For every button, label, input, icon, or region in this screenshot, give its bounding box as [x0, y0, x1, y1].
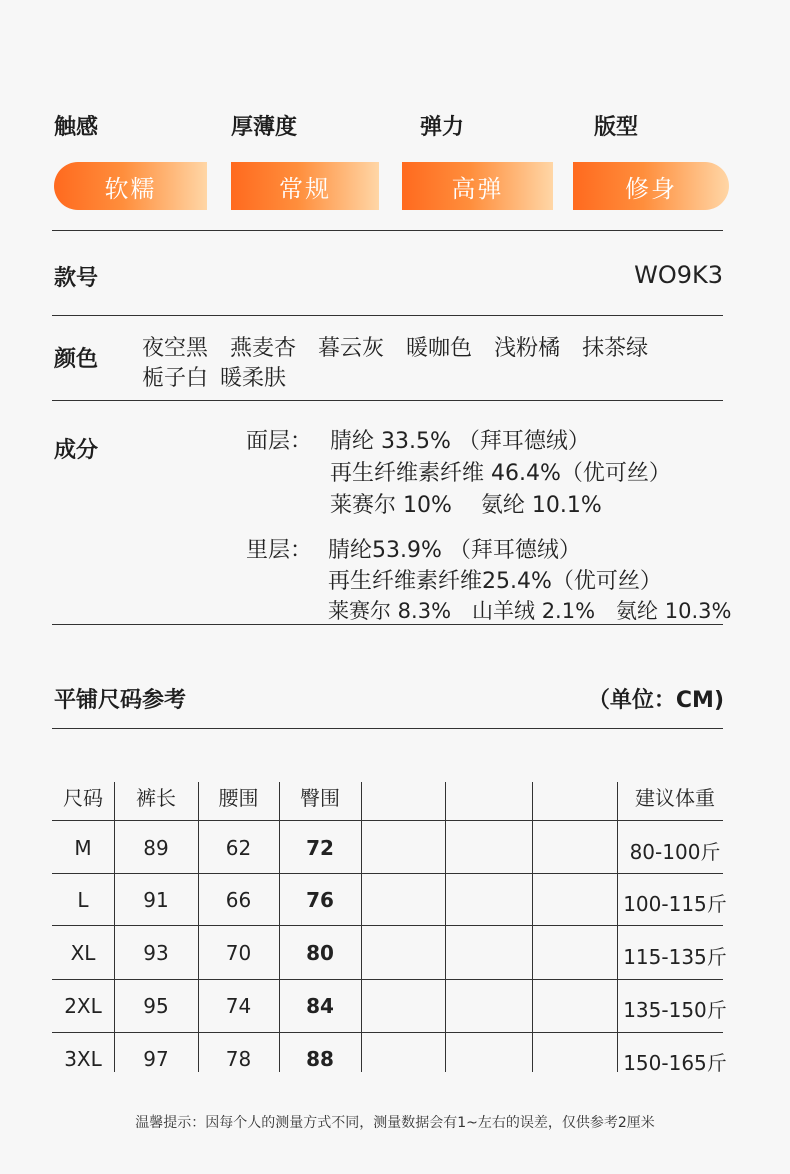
- color-option: 暮云灰: [318, 336, 385, 361]
- attr-value-elasticity: 高弹: [402, 162, 553, 210]
- color-option: 夜空黑: [142, 336, 209, 361]
- style-label: 款号: [54, 266, 99, 291]
- color-option: 抹茶绿: [582, 336, 649, 361]
- table-cell: 80: [306, 941, 334, 965]
- table-cell: 93: [143, 941, 169, 965]
- table-col-divider: [445, 782, 446, 1072]
- colors-label: 颜色: [54, 347, 99, 372]
- composition-label: 成分: [54, 438, 99, 463]
- table-header: 裤长: [136, 786, 176, 810]
- divider: [52, 230, 723, 231]
- color-option: 暖咖色: [406, 336, 473, 361]
- attr-label-fit: 版型: [594, 115, 639, 140]
- color-option: 燕麦杏: [230, 336, 297, 361]
- table-cell-size: 3XL: [64, 1047, 102, 1071]
- table-cell: 88: [306, 1047, 334, 1071]
- table-header: 臀围: [300, 786, 340, 810]
- table-cell: 95: [143, 994, 169, 1018]
- outer-layer-line: 再生纤维素纤维 46.4%（优可丝）: [330, 461, 671, 486]
- attr-value-fit: 修身: [573, 162, 729, 210]
- table-cell: 66: [225, 888, 252, 912]
- table-cell: 84: [306, 994, 334, 1018]
- table-col-divider: [198, 782, 199, 1072]
- table-col-divider: [114, 782, 115, 1072]
- divider: [52, 400, 723, 401]
- table-cell-size: XL: [70, 941, 96, 965]
- table-cell-weight: 115-135斤: [623, 945, 727, 969]
- size-chart-unit: （单位：CM): [587, 688, 724, 713]
- table-col-divider: [617, 782, 618, 1072]
- attr-label-elasticity: 弹力: [420, 115, 465, 140]
- table-cell: 89: [143, 836, 169, 860]
- table-col-divider: [532, 782, 533, 1072]
- table-col-divider: [361, 782, 362, 1072]
- table-cell: 72: [306, 836, 334, 860]
- color-option: 栀子白: [142, 366, 209, 391]
- outer-layer-label: 面层：: [246, 429, 313, 454]
- attr-value-touch: 软糯: [54, 162, 207, 210]
- inner-layer-line: 腈纶53.9% （拜耳德绒）: [328, 538, 581, 563]
- inner-layer-label: 里层：: [246, 538, 313, 563]
- table-col-divider: [279, 782, 280, 1072]
- color-option: 暖柔肤: [220, 366, 287, 391]
- table-cell-weight: 150-165斤: [623, 1051, 727, 1075]
- inner-layer-line: 莱赛尔 8.3% 山羊绒 2.1% 氨纶 10.3%: [328, 599, 732, 623]
- table-header: 腰围: [218, 786, 259, 810]
- table-cell: 70: [225, 941, 252, 965]
- table-row-divider: [52, 873, 723, 874]
- outer-layer-line: 莱赛尔 10% 氨纶 10.1%: [330, 493, 602, 518]
- table-cell-size: 2XL: [64, 994, 102, 1018]
- color-option: 浅粉橘: [494, 336, 561, 361]
- attr-label-thickness: 厚薄度: [231, 115, 298, 140]
- table-cell-size: M: [74, 836, 92, 860]
- table-header: 建议体重: [635, 786, 715, 810]
- table-row-divider: [52, 820, 723, 821]
- measurement-note: 温馨提示：因每个人的测量方式不同，测量数据会有1~左右的误差，仅供参考2厘米: [135, 1115, 655, 1131]
- divider: [52, 728, 723, 729]
- size-chart-title: 平铺尺码参考: [54, 688, 187, 713]
- table-cell: 91: [143, 888, 169, 912]
- divider: [52, 624, 723, 625]
- attr-value-thickness: 常规: [231, 162, 379, 210]
- colors-row-1: [142, 331, 670, 362]
- table-cell: 74: [225, 994, 252, 1018]
- table-cell-weight: 80-100斤: [629, 840, 721, 864]
- table-row-divider: [52, 1032, 723, 1033]
- table-cell: 76: [306, 888, 334, 912]
- table-row-divider: [52, 925, 723, 926]
- table-header: 尺码: [63, 786, 103, 810]
- style-value: WO9K3: [634, 261, 723, 289]
- table-cell: 62: [225, 836, 252, 860]
- table-row-divider: [52, 979, 723, 980]
- table-cell: 97: [143, 1047, 169, 1071]
- outer-layer-line: 腈纶 33.5% （拜耳德绒）: [330, 429, 590, 454]
- table-cell-weight: 135-150斤: [623, 998, 727, 1022]
- attr-label-touch: 触感: [54, 115, 99, 140]
- table-cell: 78: [225, 1047, 252, 1071]
- inner-layer-line: 再生纤维素纤维25.4%（优可丝）: [328, 569, 662, 594]
- colors-row-2: [142, 361, 308, 392]
- table-cell-weight: 100-115斤: [623, 892, 727, 916]
- divider: [52, 315, 723, 316]
- table-cell-size: L: [77, 888, 89, 912]
